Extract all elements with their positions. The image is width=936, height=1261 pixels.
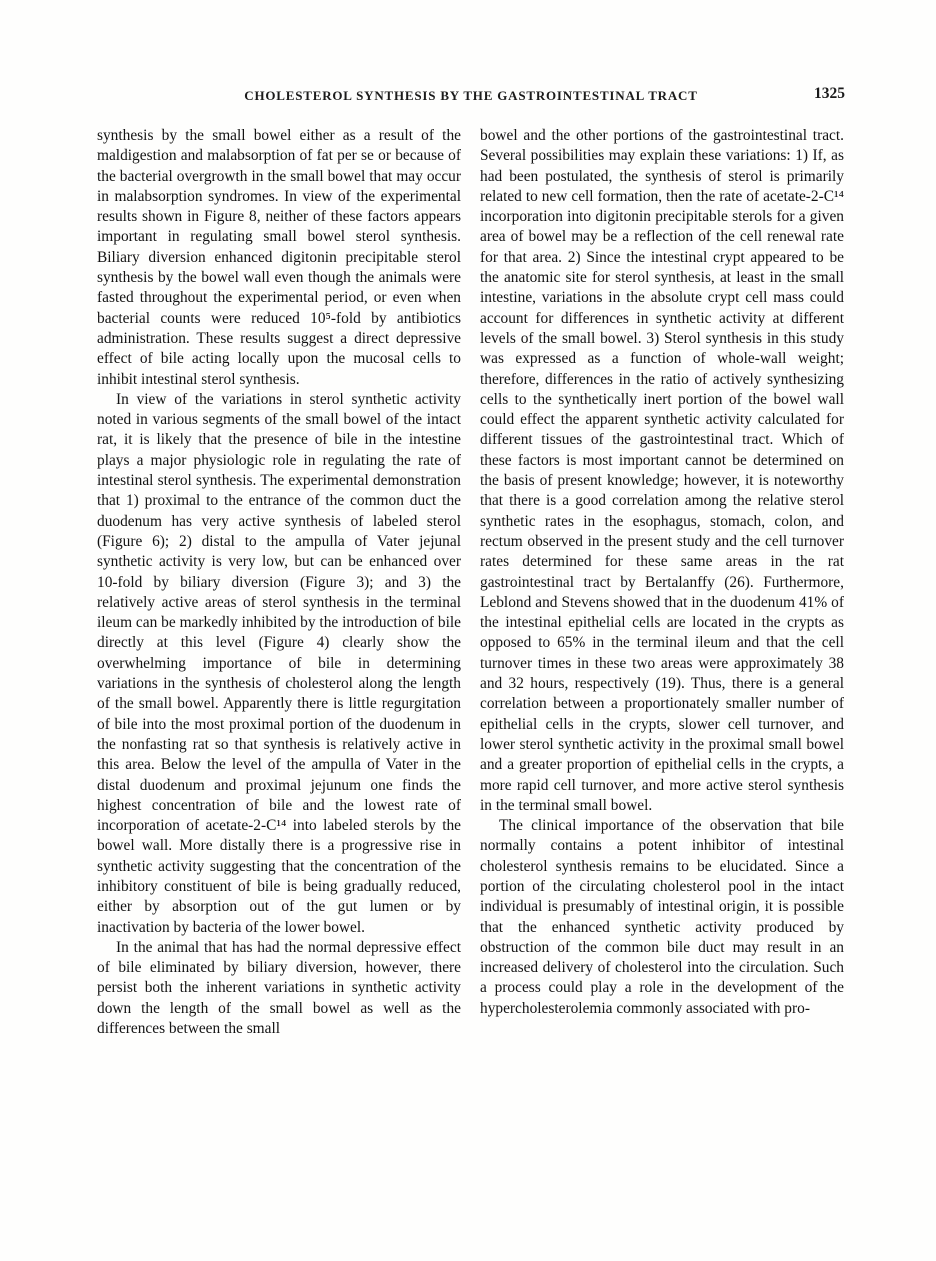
page-content	[97, 85, 845, 1039]
running-head	[97, 85, 845, 110]
text-columns	[97, 126, 845, 1039]
paragraph: The clinical importance of the observation that bile normally contains a potent inhibitor of intestinal cholesterol synthesis remains to be elucidated. Since a portion of the circulating cholesterol pool in the intact individual is presumably of intestinal origin, it is possible that the enhanced synthetic activity produced by obstruction of the common bile duct may result in an increased delivery of cholesterol into the circulation. Such a process could play a role in the development of the hypercholesterolemia commonly associated with pro-	[480, 817, 844, 1017]
running-head-title: CHOLESTEROL SYNTHESIS BY THE GASTROINTESTINAL TRACT	[244, 88, 698, 103]
paragraph-continuation: synthesis by the small bowel either as a result of the maldigestion and malabsorption of fat per se or because of the bacterial overgrowth in the small bowel that may occur in malabsorption syndromes. In view of the experimental results shown in Figure 8, neither of these factors appears important in regulating small bowel sterol synthesis. Biliary diversion enhanced digitonin precipitable sterol synthesis by the bowel wall even though the animals were fasted throughout the experimental period, or even when bacterial counts were reduced 10⁵-fold by antibiotics administration. These results suggest a direct depressive effect of bile acting locally upon the mucosal cells to inhibit intestinal sterol synthesis.	[97, 127, 461, 388]
right-column	[480, 126, 844, 1039]
page-number: 1325	[814, 85, 845, 102]
paragraph: In the animal that has had the normal depressive effect of bile eliminated by biliary diversion, however, there persist both the inherent variations in synthetic activity down the length of the small bowel as well as the differences between the small	[97, 938, 461, 1038]
left-column	[97, 126, 461, 1039]
paragraph: In view of the variations in sterol synthetic activity noted in various segments of the small bowel of the intact rat, it is likely that the presence of bile in the intestine plays a major physiologic role in regulating the rate of intestinal sterol synthesis. The experimental demonstration that 1) proximal to the entrance of the common duct the duodenum has very active synthesis of labeled sterol (Figure 6); 2) distal to the ampulla of Vater jejunal synthetic activity is very low, but can be enhanced over 10-fold by biliary diversion (Figure 3); and 3) the relatively active areas of sterol synthesis in the terminal ileum can be markedly inhibited by the introduction of bile directly at this level (Figure 4) clearly show the overwhelming importance of bile in determining variations in the synthesis of cholesterol along the length of the small bowel. Apparently there is little regurgitation of bile into the most proximal portion of the duodenum in the nonfasting rat so that synthesis is relatively active in this area. Below the level of the ampulla of Vater in the distal duodenum and proximal jejunum one finds the highest concentration of bile and the lowest rate of incorporation of acetate-2-C¹⁴ into labeled sterols by the bowel wall. More distally there is a progressive rise in synthetic activity suggesting that the concentration of the inhibitory constituent of bile is being gradually reduced, either by absorption out of the gut lumen or by inactivation by bacteria of the lower bowel.	[97, 390, 461, 936]
paragraph-continuation: bowel and the other portions of the gastrointestinal tract. Several possibilities may explain these variations: 1) If, as had been postulated, the synthesis of sterol is primarily related to new cell formation, then the rate of acetate-2-C¹⁴ incorporation into digitonin precipitable sterols for a given area of bowel may be a reflection of the cell renewal rate for that area. 2) Since the intestinal crypt appeared to be the anatomic site for sterol synthesis, at least in the small intestine, variations in the absolute crypt cell mass could account for differences in synthetic activity at different levels of the small bowel. 3) Sterol synthesis in this study was expressed as a function of whole-wall weight; therefore, differences in the ratio of actively synthesizing cells to the synthetically inert portion of the bowel wall could effect the apparent synthetic activity calculated for different tissues of the gastrointestinal tract. Which of these factors is most important cannot be determined on the basis of present knowledge; however, it is noteworthy that there is a good correlation among the relative sterol synthetic rates in the esophagus, stomach, colon, and rectum observed in the present study and the cell turnover rates determined for these same areas in the rat gastrointestinal tract by Bertalanffy (26). Furthermore, Leblond and Stevens showed that in the duodenum 41% of the intestinal epithelial cells are located in the crypts as opposed to 65% in the terminal ileum and that the cell turnover times in these two areas were approximately 38 and 32 hours, respectively (19). Thus, there is a general correlation between a proportionately smaller number of epithelial cells in the crypts, slower cell turnover, and lower sterol synthetic activity in the proximal small bowel and a greater proportion of epithelial cells in the crypts, a more rapid cell turnover, and more active sterol synthesis in the terminal small bowel.	[480, 127, 844, 814]
